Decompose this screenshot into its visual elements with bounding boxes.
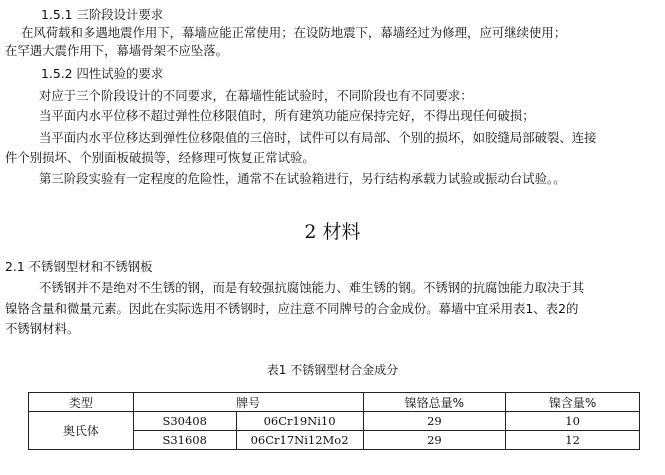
table-caption: 表1 不锈钢型材合金成分 [266, 363, 399, 377]
grade-code-cell: S30408 [133, 412, 236, 431]
subsection-heading-1-5-1: 1.5.1 三阶段设计要求 [41, 7, 164, 22]
header-nicr-total: 镍铬总量% [363, 393, 506, 412]
paragraph-line: 镍铬含量和微量元素。因此在实际选用不锈钢时，应注意不同牌号的合金成份。幕墙中宜采用表1、表2的 [5, 301, 579, 316]
chapter-title: 2 材料 [304, 221, 361, 243]
header-grade: 牌号 [133, 393, 363, 412]
ni-cell: 10 [506, 412, 640, 431]
paragraph-line: 第三阶段实验有一定程度的危险性，通常不在试验箱进行，另行结构承载力试验或振动台试验。。 [39, 171, 566, 186]
table-header-row [29, 393, 640, 412]
grade-name-cell: 06Cr19Ni10 [236, 412, 363, 431]
section-heading-2-1: 2.1 不锈钢型材和不锈钢板 [5, 259, 153, 274]
header-type: 类型 [29, 393, 134, 412]
grade-code-cell: S31608 [133, 431, 236, 450]
subsection-heading-1-5-2: 1.5.2 四性试验的要求 [41, 66, 164, 81]
paragraph-line: 当平面内水平位移达到弹性位移限值的三倍时，试件可以有局部、个别的损坏，如胶缝局部破裂、连接 [39, 130, 597, 145]
paragraph-line: 对应于三个阶段设计的不同要求，在幕墙性能试验时，不同阶段也有不同要求： [39, 88, 473, 103]
paragraph-line: 不锈钢材料。 [5, 321, 80, 336]
type-cell: 奥氏体 [29, 412, 134, 450]
nicr-cell: 29 [363, 431, 506, 450]
alloy-table [28, 392, 640, 450]
paragraph-line: 不锈钢并不是绝对不生锈的钢，而是有较强抗腐蚀能力、难生锈的钢。不锈钢的抗腐蚀能力取决于其 [39, 280, 585, 295]
paragraph-line: 件个别损坏、个别面板破损等，经修理可恢复正常试验。 [5, 150, 315, 165]
paragraph-line: 当平面内水平位移不超过弹性位移限值时，所有建筑功能应保持完好，不得出现任何破损； [39, 108, 535, 123]
header-ni-content: 镍含量% [506, 393, 640, 412]
paragraph-line: 在罕遇大震作用下，幕墙骨架不应坠落。 [5, 43, 229, 58]
paragraph-line: 在风荷载和多遇地震作用下，幕墙应能正常使用；在设防地震下，幕墙经过为修理，应可继续使用； [21, 25, 567, 40]
grade-name-cell: 06Cr17Ni12Mo2 [236, 431, 363, 450]
nicr-cell: 29 [363, 412, 506, 431]
table-row [29, 412, 640, 431]
ni-cell: 12 [506, 431, 640, 450]
